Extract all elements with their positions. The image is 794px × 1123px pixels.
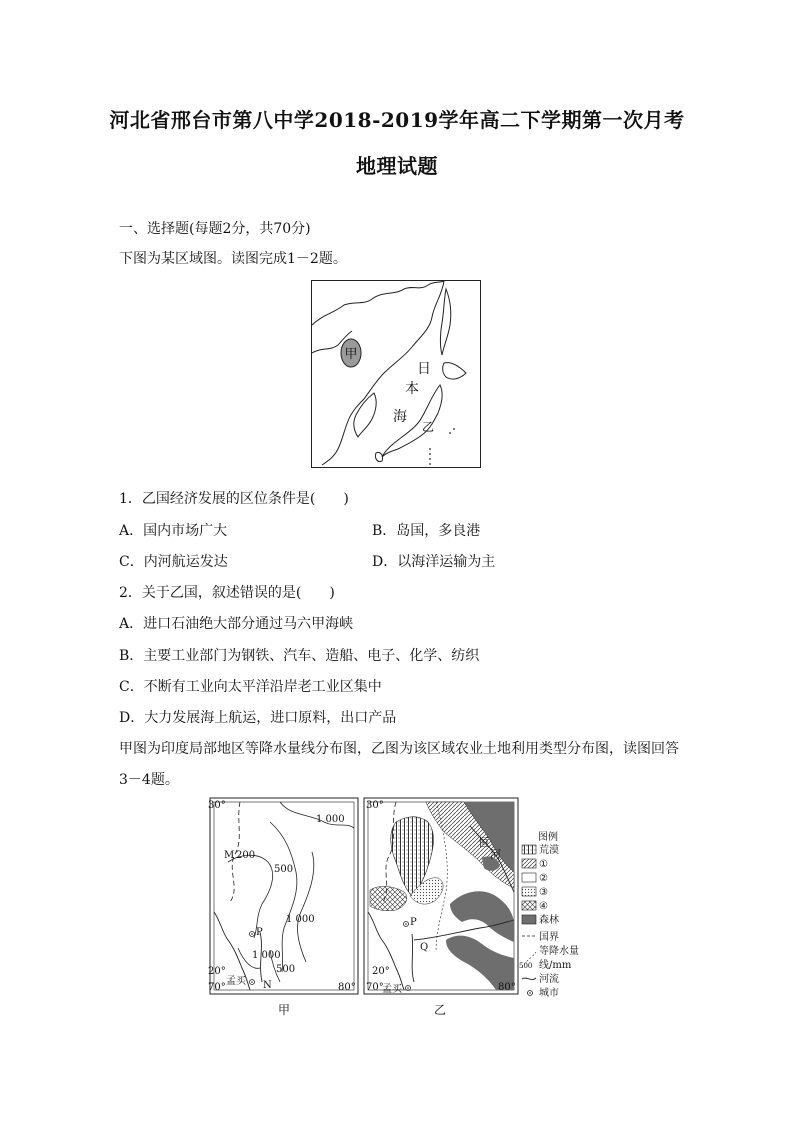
section-heading: 一、选择题(每题2分，共70分) xyxy=(119,221,311,237)
q2-option-d[interactable]: D．大力发展海上航运，进口原料，出口产品 xyxy=(119,710,397,726)
legend-border: 国界 xyxy=(539,932,559,943)
yi-river-s xyxy=(412,934,414,982)
yi-lon-right: 80° xyxy=(498,982,516,993)
legend-isohyet-2: 线/mm xyxy=(539,960,572,971)
east-asia-map xyxy=(311,280,481,468)
sea-char-2: 本 xyxy=(405,381,419,397)
jia-lon-right: 80° xyxy=(338,982,356,993)
yi-lon-left: 70° xyxy=(366,982,384,993)
jia-lat-bottom: 20° xyxy=(208,966,226,977)
q2-option-c[interactable]: C．不断有工业向太平洋沿岸老工业区集中 xyxy=(119,679,382,695)
jia-lon-left: 70° xyxy=(208,982,226,993)
label-yi: 乙 xyxy=(421,420,435,434)
map-jia xyxy=(208,798,358,1017)
legend-type3: ③ xyxy=(539,887,548,898)
legend-river: 河流 xyxy=(539,974,559,985)
yi-river-char-1: 恒 xyxy=(478,836,489,849)
page-title: 河北省邢台市第八中学2018-2019学年高二下学期第一次月考 xyxy=(109,108,685,132)
yi-forest-mid xyxy=(450,891,514,942)
jia-label-n: N xyxy=(263,980,272,991)
jia-iso-200-label: 200 xyxy=(236,850,256,861)
jia-iso-1000-low-label: 1 000 xyxy=(252,950,281,961)
yi-lat-top: 30° xyxy=(366,800,384,811)
sakhalin-island xyxy=(441,289,451,355)
yi-label-p: P xyxy=(410,917,417,928)
jia-isohyet-1000-mid xyxy=(298,852,314,962)
q1-option-d[interactable]: D．以海洋运输为主 xyxy=(372,554,496,570)
japan-hokkaido xyxy=(443,363,466,379)
legend-type1: ① xyxy=(539,859,548,870)
yi-cross-area xyxy=(370,886,407,910)
sea-char-3: 海 xyxy=(393,409,407,425)
page-subtitle: 地理试题 xyxy=(356,154,438,178)
legend-isohyet-1: 等降水量 xyxy=(539,946,579,957)
korea-peninsula xyxy=(354,393,376,437)
legend-type2: ② xyxy=(539,873,548,884)
legend-desert: 荒漠 xyxy=(539,845,559,856)
q2-option-b[interactable]: B．主要工业部门为钢铁、汽车、造船、电子、化学、纺织 xyxy=(119,648,480,664)
yi-city-label: 孟买 xyxy=(382,984,402,995)
jia-isohyet-200 xyxy=(228,855,273,938)
legend-isohyet-value: 500 xyxy=(519,962,533,970)
q1-option-c[interactable]: C．内河航运发达 xyxy=(119,554,228,570)
jia-iso-1000-mid-label: 1 000 xyxy=(286,914,315,925)
east-asia-map-svg xyxy=(312,281,480,467)
map-yi xyxy=(364,798,518,1017)
q1-option-b[interactable]: B．岛国，多良港 xyxy=(372,523,481,539)
legend-city: 城市 xyxy=(539,988,559,999)
jia-iso-500-low-label: 500 xyxy=(276,964,296,975)
label-jia: 甲 xyxy=(344,347,358,362)
map-legend xyxy=(519,830,579,999)
jia-iso-1000-top-label: 1 000 xyxy=(316,814,345,825)
yi-lat-bottom: 20° xyxy=(372,966,390,977)
yi-river-char-2: 河 xyxy=(490,848,501,861)
jia-label-m: M xyxy=(224,850,235,861)
q2-option-a[interactable]: A．进口石油绝大部分通过马六甲海峡 xyxy=(119,616,354,632)
yi-caption: 乙 xyxy=(433,1003,447,1017)
jia-label-p: P xyxy=(256,927,263,938)
sea-char-1: 日 xyxy=(417,361,431,377)
yi-label-q: Q xyxy=(420,942,429,953)
india-maps-figure xyxy=(200,792,600,1020)
question-2-stem: 2．关于乙国，叙述错误的是( ) xyxy=(119,585,335,601)
jia-city-label: 孟买 xyxy=(226,976,246,987)
legend-forest: 森林 xyxy=(539,915,559,926)
legend-title: 图例 xyxy=(538,832,558,843)
legend-type4: ④ xyxy=(539,901,548,912)
jia-lat-top: 30° xyxy=(208,800,226,811)
q1-option-a[interactable]: A．国内市场广大 xyxy=(119,523,228,539)
jia-caption: 甲 xyxy=(277,1003,291,1017)
question-intro-1-2: 下图为某区域图。读图完成1－2题。 xyxy=(119,251,347,267)
question-1-stem: 1．乙国经济发展的区位条件是( ) xyxy=(119,491,349,507)
japan-kyushu xyxy=(375,452,382,461)
jia-iso-500-label: 500 xyxy=(274,864,294,875)
yi-coast xyxy=(368,912,404,990)
question-intro-3-4-line2: 3－4题。 xyxy=(119,772,179,788)
question-intro-3-4-line1: 甲图为印度局部地区等降水量线分布图，乙图为该区域农业土地利用类型分布图，读图回答 xyxy=(119,741,679,757)
